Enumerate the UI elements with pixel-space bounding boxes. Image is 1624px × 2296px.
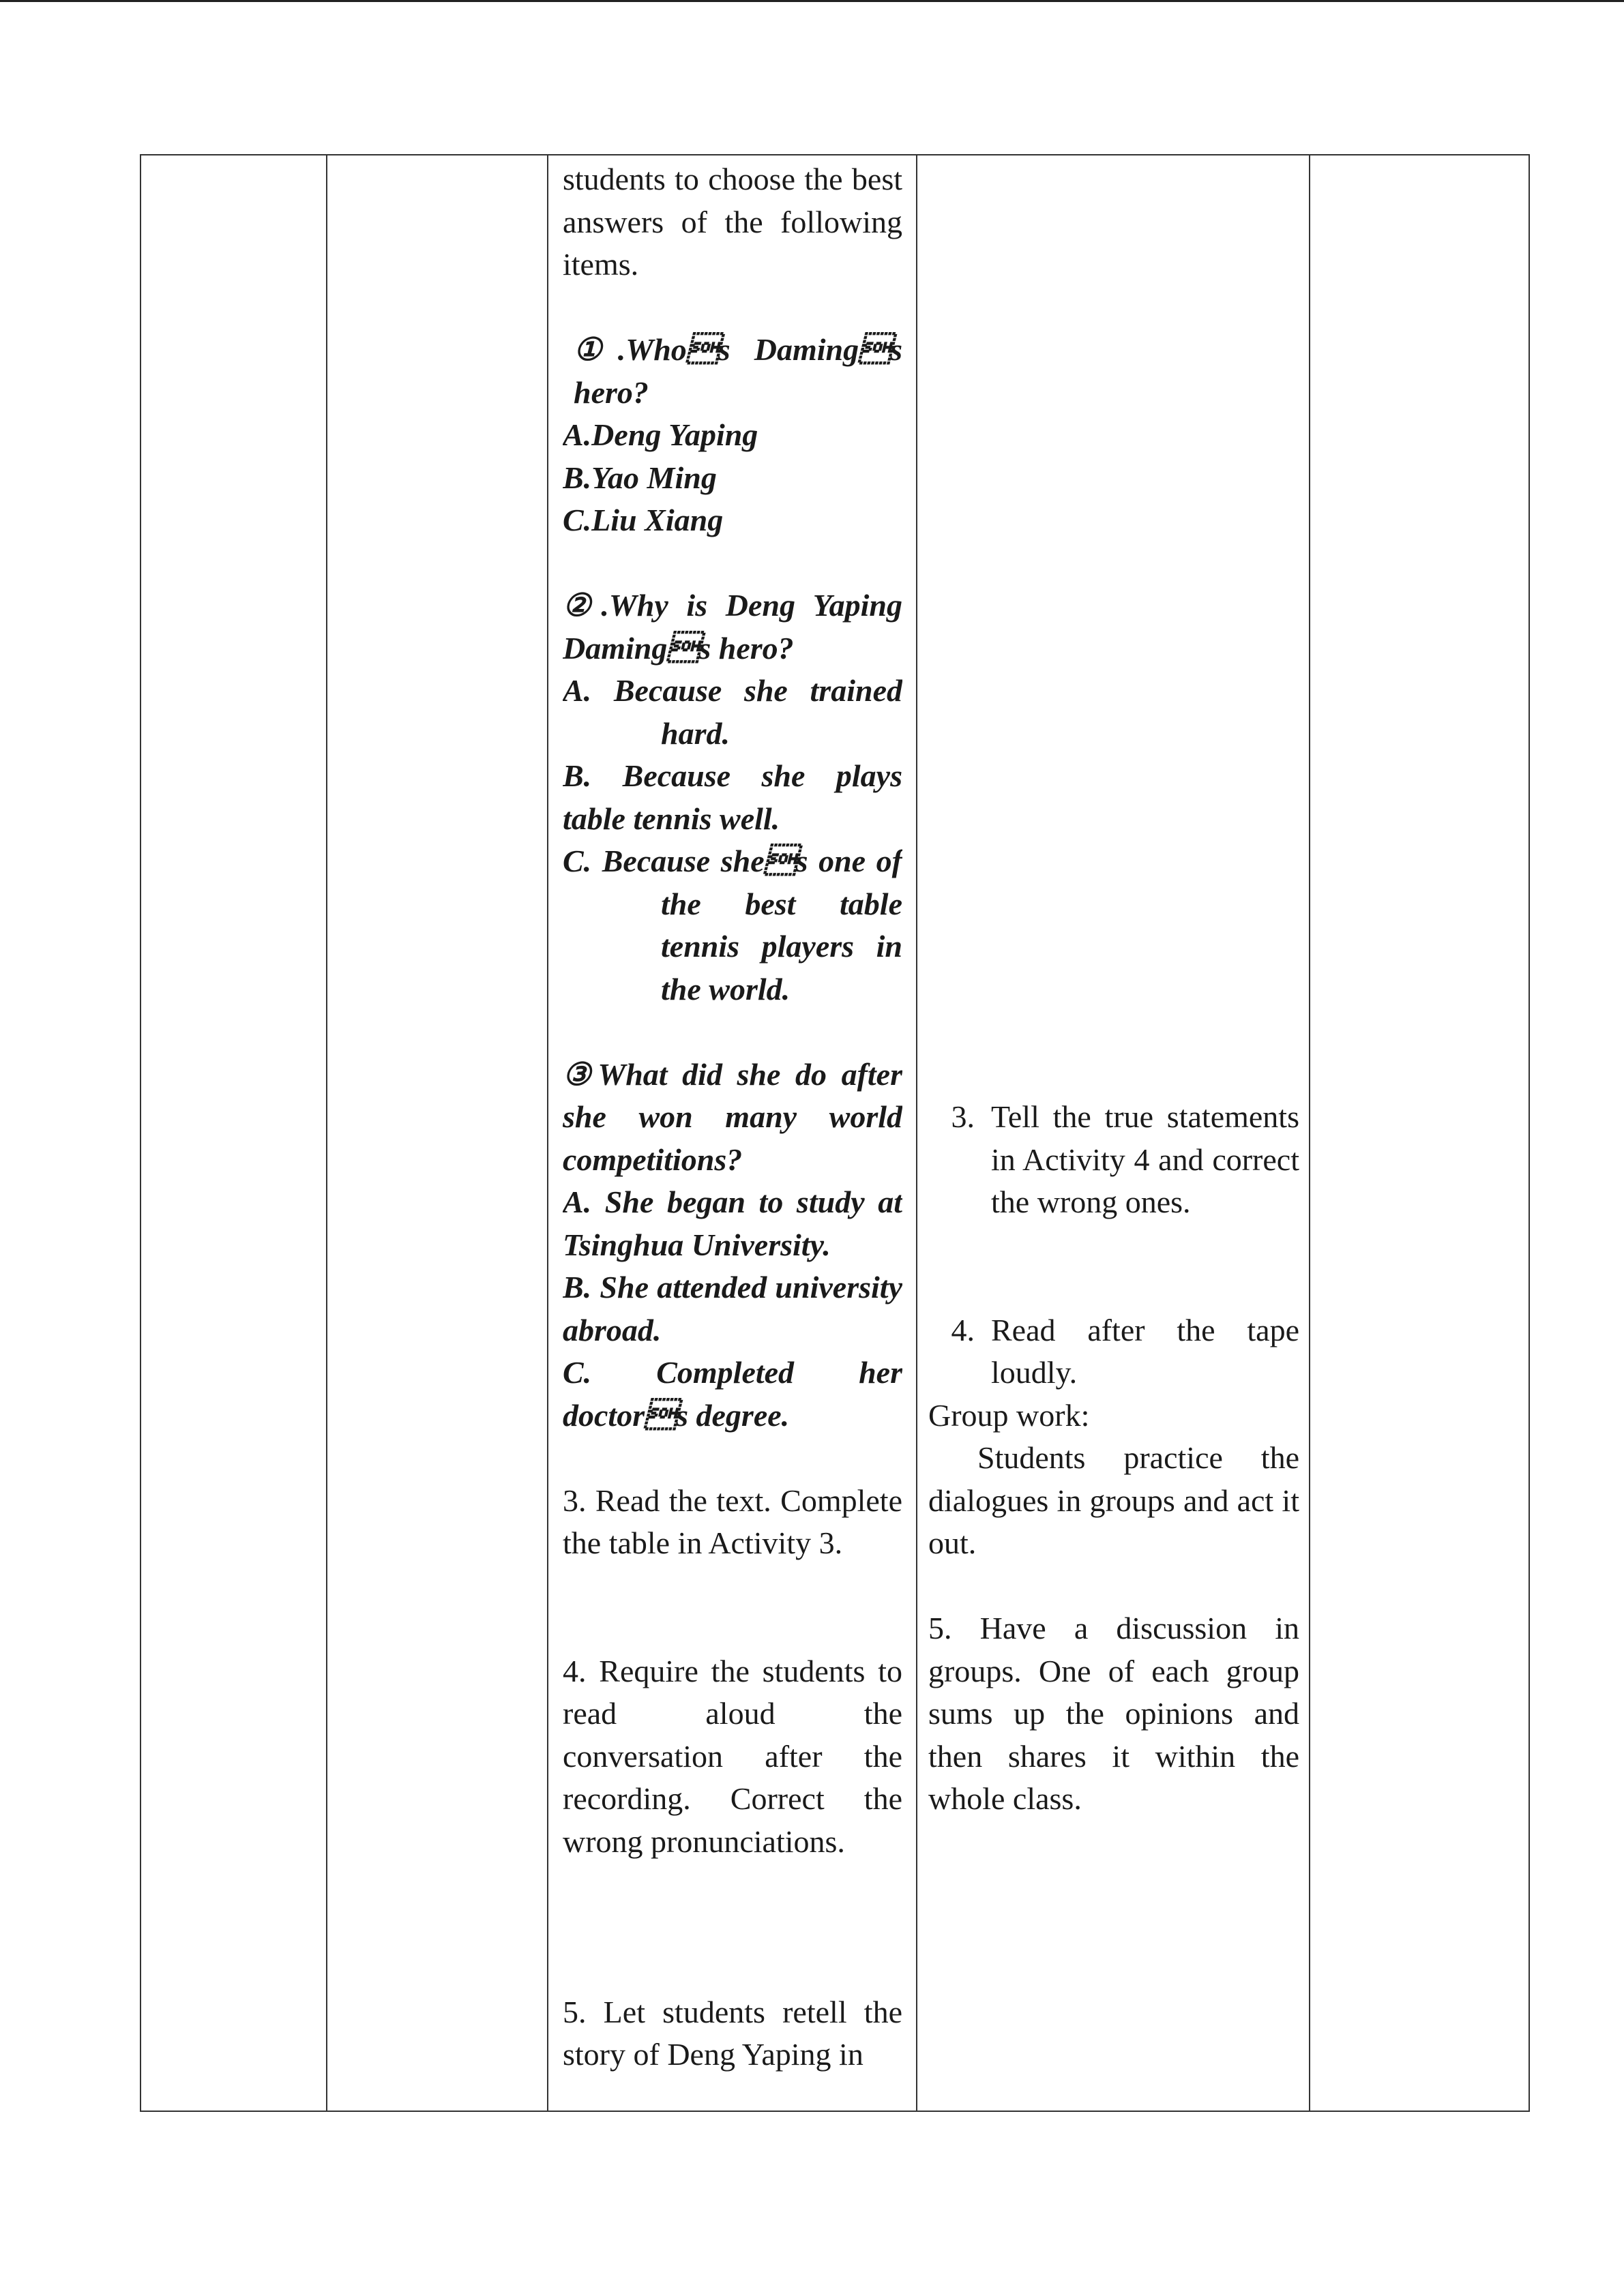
group-work-text: Students practice the dialogues in groups and act it out. [928,1440,1299,1560]
student-item-4-text: Read after the tape loudly. [991,1312,1299,1390]
column-divider-2 [547,155,548,2111]
student-item-3 [928,1096,1299,1224]
column-divider-3 [916,155,917,2111]
teacher-intro-text: students to choose the best answers of the following items. [563,162,902,282]
stage-column-cell [141,155,326,2111]
teacher-step-3: 3. Read the text. Complete the table in Activity 3. [563,1482,902,1560]
question-1-option-b: B.Yao Ming [563,460,717,495]
question-3-option-c: C. Completed her doctors degree. [563,1355,902,1433]
student-item-3-text: Tell the true statements in Activity 4 and correct the wrong ones. [991,1099,1299,1219]
question-3-option-a: A. She began to study at Tsinghua University. [563,1184,902,1262]
student-item-3-number: 3. [951,1099,975,1134]
question-3: ③What did she do after she won many world competitions? [563,1056,902,1177]
lesson-plan-table [140,154,1530,2112]
teacher-step-4: 4. Require the students to read aloud the conversation after the recording. Correct the wrong pronunciations. [563,1653,902,1859]
content-column-cell [327,155,547,2111]
question-3-option-b: B. She attended university abroad. [563,1270,902,1347]
question-1-option-a: A.Deng Yaping [563,417,758,452]
question-1-option-c: C.Liu Xiang [563,503,724,537]
question-2: ②.Why is Deng Yaping Damings hero? [563,588,902,666]
notes-column-cell [1310,155,1530,2111]
student-item-4-number: 4. [951,1312,975,1347]
question-1: ①.Whos Damings hero? [574,332,902,410]
group-work-label: Group work: [928,1397,1090,1433]
question-2-option-a: A. Because she trained hard. [563,673,902,751]
student-activity-cell [928,155,1299,2111]
student-item-5: 5. Have a discussion in groups. One of each group sums up the opinions and then shares it within the whole class. [928,1611,1299,1816]
page-top-border [0,0,1624,2]
student-item-4 [928,1309,1299,1395]
teacher-activity-cell [563,155,902,2111]
question-2-option-b: B. Because she plays table tennis well. [563,758,902,836]
question-2-option-c: C. Because shes one of the best table tennis players in the world. [563,844,902,1007]
teacher-step-5: 5. Let students retell the story of Deng Yaping in [563,1994,902,2072]
